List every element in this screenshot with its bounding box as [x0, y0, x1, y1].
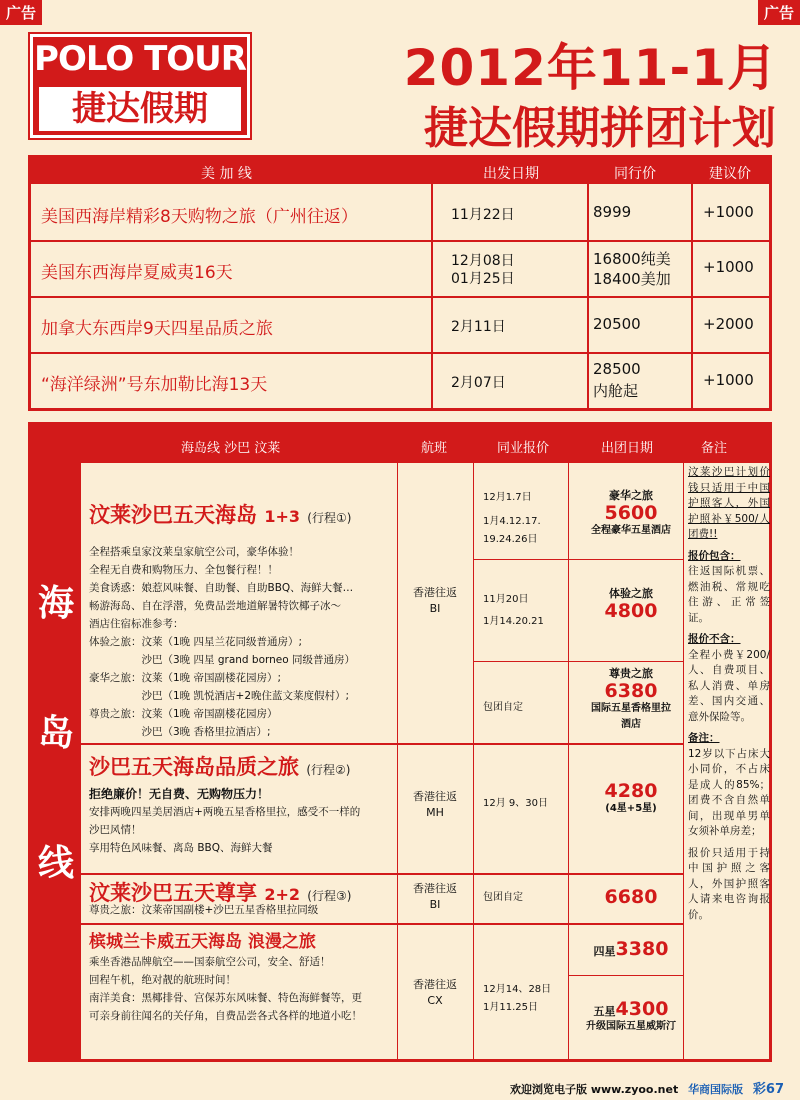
route-name: 美国西海岸精彩8天购物之旅（广州往返）: [41, 207, 358, 227]
package-price: 体验之旅 4800: [604, 587, 658, 622]
col-depart: 出团日期: [601, 441, 654, 456]
flight-info: 香港往返 BI: [413, 586, 457, 615]
route-date: 2月11日: [451, 319, 506, 335]
tour-date: 12月 9、30日: [483, 798, 548, 809]
route-title: 汶莱沙巴五天海岛 1+3 (行程①): [89, 503, 352, 527]
route-price: 20500: [593, 315, 641, 333]
page-number: 彩67: [752, 1082, 784, 1097]
americas-table: [28, 155, 772, 411]
tour-date: 12月1.7日 1月4.12.17. 19.24.26日: [483, 492, 541, 545]
route-description: 乘坐香港品牌航空——国泰航空公司，安全、舒适！ 回程午机，绝对靓的航班时间！ 南洋美食：黑椰排骨、宫保苏东风味餐、特色海鲜餐等，更 可亲身前往闻名的关仔角，自费品尝各式各样的地道小吃！: [89, 956, 362, 1022]
page-title: 2012年11-1月: [403, 39, 778, 97]
americas-row: [31, 184, 769, 242]
col-date: 出发日期: [483, 166, 539, 182]
americas-row: [31, 242, 769, 298]
route-name: 加拿大东西岸9天四星品质之旅: [41, 319, 273, 339]
col-flight: 航班: [421, 441, 448, 456]
route-price: 16800纯美: [593, 250, 671, 268]
route-title: 汶莱沙巴五天尊享 2+2 (行程③): [89, 881, 352, 905]
tour-date: 包团自定: [483, 892, 523, 903]
americas-row: [31, 354, 769, 408]
package-price: 尊贵之旅 6380 国际五星香格里拉 酒店: [591, 667, 671, 730]
col-peer-quote: 同业报价: [497, 441, 550, 456]
route-date-2: 01月25日: [451, 271, 515, 287]
package-price: 五星4300 升级国际五星威斯汀: [586, 998, 676, 1032]
col-peer-price: 同行价: [614, 166, 656, 182]
col-route: 美 加 线: [201, 166, 252, 182]
side-char: 线: [37, 843, 74, 884]
footer: [510, 1078, 784, 1097]
remarks-column: 汶莱沙巴计划价钱只适用于中国护照客人，外国护照补￥500/人团费!! 报价包含： 往返国际机票、燃油税、常规吃住游、正常签证。 报价不含： 全程小费￥200/人、自费项目、私人消费、单房差、国内交通、意外保险等。 备注： 12岁以下占床大小同价，不占床是成人的85%；团费不含自然单间，出现单男单女须补单房差； 报价只适用于持中国护照之客人，外国护照客人请来电咨询报价。: [688, 466, 770, 921]
ad-label-left: 广告: [0, 0, 42, 25]
route-price-2: 18400美加: [593, 270, 671, 288]
side-char: 岛: [37, 713, 74, 754]
col-suggested: 建议价: [709, 166, 751, 182]
route-title: 槟城兰卡威五天海岛 浪漫之旅: [89, 932, 316, 952]
side-char: 海: [37, 583, 74, 624]
island-table: [28, 422, 772, 1062]
footer-text: 欢迎浏览电子版 www.zyoo.net: [510, 1083, 679, 1096]
logo: [30, 34, 250, 138]
col-route: 海岛线 沙巴 汶莱: [181, 441, 281, 456]
route-price: 28500: [593, 360, 641, 378]
route-date: 2月07日: [451, 375, 506, 391]
island-side-label: [31, 425, 81, 1059]
route-date: 11月22日: [451, 207, 515, 223]
route-description: 全程搭乘皇家汶莱皇家航空公司，豪华体验！ 全程无自费和购物压力、全包餐行程！！ 美食诱惑：娘惹风味餐、自助餐、自助BBQ、海鲜大餐… 畅游海岛、自在浮潜，免费品尝地道解暑特饮椰子冰～ 酒店住宿标准参考： 体验之旅：汶莱（1晚 四星兰花同级普通房）; 沙巴（3晚 四星 grand borneo 同级普通房） 豪华之旅：汶莱（1晚 帝国副楼花园房）; 沙巴（1晚 凯悦酒店+2晚住蓝文莱度假村）; 尊贵之旅：汶莱（1晚 帝国副楼花园房） 沙巴（3晚 香格里拉酒店）;: [89, 546, 356, 738]
header: [28, 28, 778, 154]
route-suggested: +1000: [703, 258, 754, 276]
flight-info: 香港往返 MH: [413, 790, 457, 819]
flight-info: 香港往返 BI: [413, 882, 457, 911]
logo-en: POLO TOUR: [34, 39, 246, 79]
route-suggested: +1000: [703, 371, 754, 389]
package-price: 豪华之旅 5600 全程豪华五星酒店: [591, 489, 671, 536]
page-subtitle: 捷达假期拼团计划: [424, 103, 776, 154]
ad-label-right: 广告: [758, 0, 800, 25]
route-name: “海洋绿洲”号东加勒比海13天: [41, 375, 268, 395]
tour-date: 包团自定: [483, 702, 523, 713]
route-price-2: 内舱起: [593, 382, 639, 400]
route-price: 8999: [593, 203, 632, 221]
tour-date: 12月14、28日 1月11.25日: [483, 984, 552, 1013]
tour-date: 11月20日 1月14.20.21: [483, 594, 544, 627]
route-description: 拒绝廉价！无自费、无购物压力！ 安排两晚四星美居酒店+两晚五星香格里拉，感受不一样的 沙巴风情！ 享用特色风味餐、离岛 BBQ、海鲜大餐: [89, 787, 361, 854]
col-remarks: 备注: [701, 441, 728, 456]
route-title: 沙巴五天海岛品质之旅 (行程②): [89, 755, 351, 779]
route-name: 美国东西海岸夏威夷16天: [41, 263, 233, 283]
route-suggested: +2000: [703, 315, 754, 333]
americas-header: [31, 158, 769, 184]
island-header: [81, 425, 769, 463]
logo-cn: 捷达假期: [39, 87, 241, 131]
route-suggested: +1000: [703, 203, 754, 221]
flight-info: 香港往返 CX: [413, 978, 457, 1007]
package-price: 6680: [604, 886, 658, 908]
route-date: 12月08日: [451, 253, 515, 269]
route-description: 尊贵之旅：汶莱帝国副楼+沙巴五星香格里拉同级: [89, 904, 319, 916]
package-price: 4280 (4星+5星): [604, 780, 658, 814]
package-price: 四星3380: [593, 938, 669, 960]
footer-brand: 华商国际版: [688, 1083, 744, 1096]
americas-row: [31, 298, 769, 354]
